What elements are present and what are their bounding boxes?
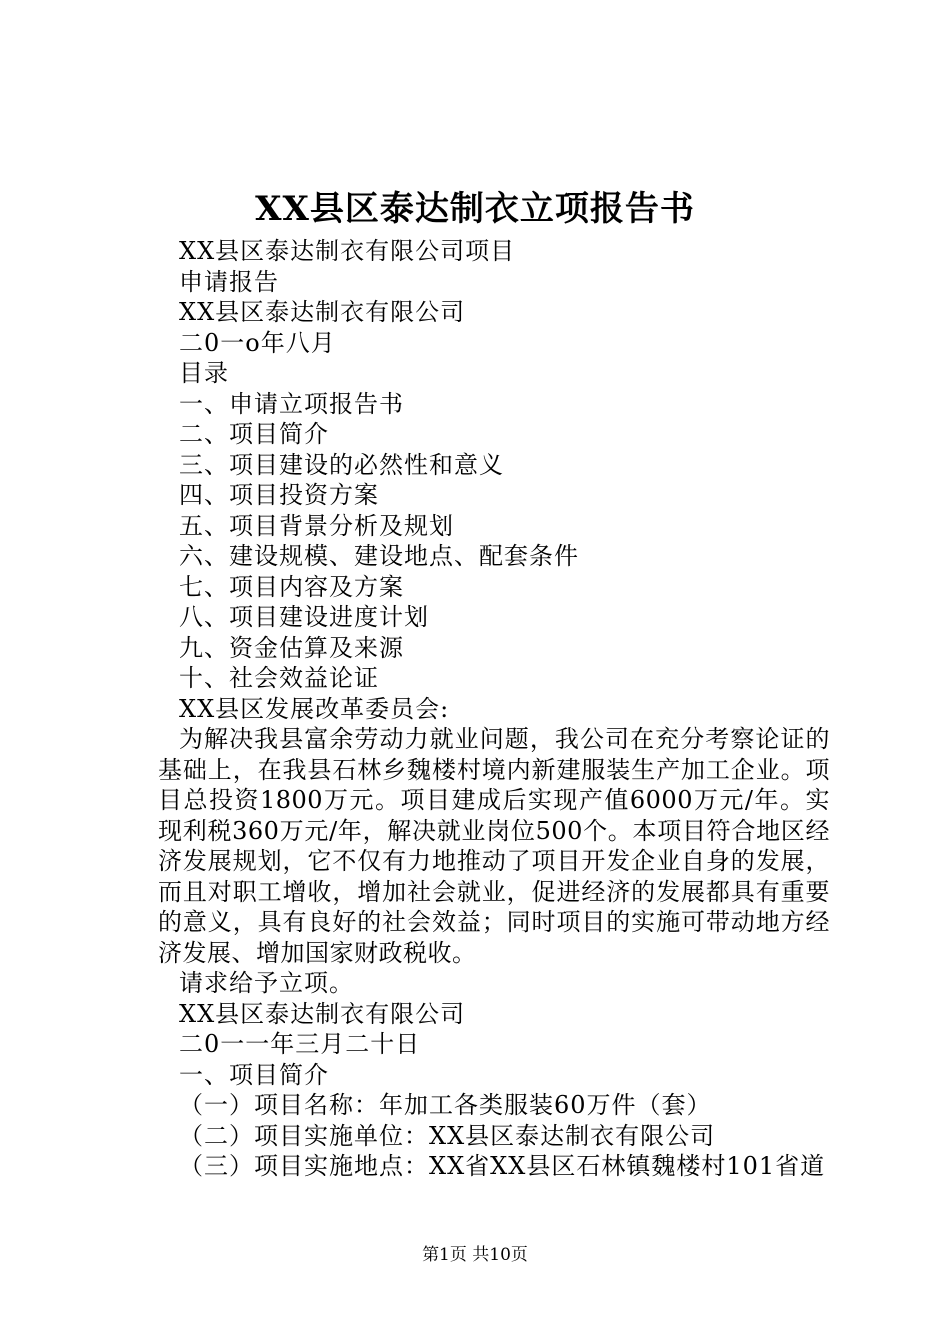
document-body: [158, 236, 830, 1182]
section-heading: 一、项目简介: [179, 1060, 329, 1089]
toc-heading: 目录: [179, 359, 229, 387]
page-footer: 第1页 共10页: [422, 1245, 528, 1265]
toc-item: 六、建设规模、建设地点、配套条件: [179, 542, 579, 570]
toc-item: 七、项目内容及方案: [179, 572, 404, 601]
toc-item: 一、申请立项报告书: [179, 389, 404, 418]
section-item: （一）项目名称：年加工各类服装60万件（套）: [179, 1091, 712, 1119]
toc-item: 十、社会效益论证: [179, 664, 379, 692]
cover-project-name: XX县区泰达制衣有限公司项目: [179, 237, 516, 265]
toc-item: 八、项目建设进度计划: [179, 603, 429, 631]
document-title: XX县区泰达制衣立项报告书: [255, 189, 695, 229]
toc-item: 九、资金估算及来源: [179, 633, 404, 662]
section-item: （三）项目实施地点：XX省XX县区石林镇魏楼村101省道: [179, 1152, 826, 1180]
cover-doc-type: 申请报告: [179, 267, 279, 296]
toc-item: 四、项目投资方案: [179, 481, 379, 509]
toc-item: 三、项目建设的必然性和意义: [179, 450, 504, 479]
letter-signature: XX县区泰达制衣有限公司: [179, 999, 466, 1028]
letter-addressee: XX县区发展改革委员会:: [179, 694, 450, 723]
letter-body-paragraph: 为解决我县富余劳动力就业问题，我公司在充分考察论证的基础上，在我县石林乡魏楼村境内新建服装生产加工企业。项目总投资1800万元。项目建成后实现产值6000万元/年。实现利税360万元/年，解决就业岗位500个。本项目符合地区经济发展规划，它不仅有力地推动了项目开发企业自身的发展，而且对职工增收，增加社会就业，促进经济的发展都具有重要的意义，具有良好的社会效益；同时项目的实施可带动地方经济发展、增加国家财政税收。: [158, 725, 830, 967]
cover-date: 二0一o年八月: [179, 328, 336, 357]
section-item: （二）项目实施单位：XX县区泰达制衣有限公司: [179, 1121, 716, 1150]
cover-company: XX县区泰达制衣有限公司: [179, 298, 466, 326]
toc-item: 五、项目背景分析及规划: [179, 511, 454, 540]
letter-request: 请求给予立项。: [179, 969, 354, 997]
letter-date: 二0一一年三月二十日: [179, 1030, 421, 1058]
toc-item: 二、项目简介: [179, 420, 329, 448]
